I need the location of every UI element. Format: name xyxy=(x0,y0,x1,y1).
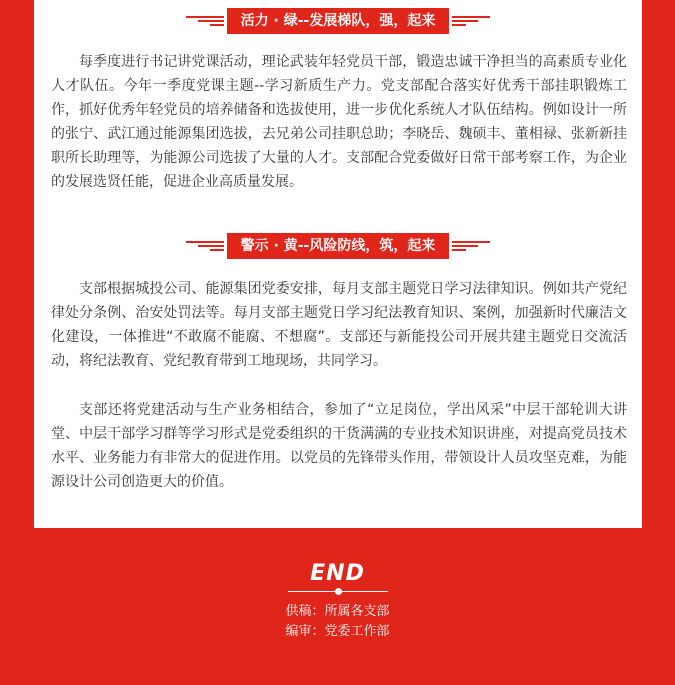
heading-left-ornament xyxy=(186,16,224,26)
heading-left-ornament xyxy=(186,241,224,251)
section-title: 活力 · 绿--发展梯队，强，起来 xyxy=(227,8,450,34)
section-title: 警示 · 黄--风险防线，筑，起来 xyxy=(227,233,450,259)
divider-dot-icon xyxy=(335,588,342,595)
footer xyxy=(0,560,675,642)
section-paragraph: 每季度进行书记讲党课活动，理论武装年轻党员干部，锻造忠诚干净担当的高素质专业化人才队伍。今年一季度党课主题--学习新质生产力。党支部配合落实好优秀干部挂职锻炼工作，抓好优秀年轻党员的培养储备和选拔使用，进一步优化系统人才队伍结构。例如设计一所的张宁、武江通过能源集团选拔，去兄弟公司挂职总助；李晓岳、魏硕丰、董相禄、张新新挂职所长助理等，为能源公司选拔了大量的人才。支部配合党委做好日常干部考察工作，为企业的发展选贤任能，促进企业高质量发展。 xyxy=(51,54,627,190)
section-heading-1 xyxy=(34,8,642,34)
heading-right-ornament xyxy=(452,16,490,26)
section-paragraph: 支部还将党建活动与生产业务相结合，参加了“立足岗位，学出风采”中层干部轮训大讲堂、中层干部学习群等学习形式是党委组织的干货满满的专业技术知识讲座，对提高党员技术水平、业务能力有非常大的促进作用。以党员的先锋带头作用，带领设计人员攻坚克难，为能源设计公司创造更大的价值。 xyxy=(51,402,627,490)
section-paragraph: 支部根据城投公司、能源集团党委安排，每月支部主题党日学习法律知识。例如共产党纪律处分条例、治安处罚法等。每月支部主题党日学习纪法教育知识、案例，加强新时代廉洁文化建设，一体推进“不敢腐不能腐、不想腐”。支部还与新能投公司开展共建主题党日交流活动，将纪法教育、党纪教育带到工地现场，共同学习。 xyxy=(51,281,627,369)
editor-credit: 编审：党委工作部 xyxy=(285,624,390,639)
heading-right-ornament xyxy=(452,241,490,251)
section-heading-2 xyxy=(34,233,642,259)
end-divider xyxy=(288,588,388,596)
article-card xyxy=(34,0,642,528)
end-mark: END xyxy=(310,561,365,586)
source-credit: 供稿：所属各支部 xyxy=(285,604,390,619)
